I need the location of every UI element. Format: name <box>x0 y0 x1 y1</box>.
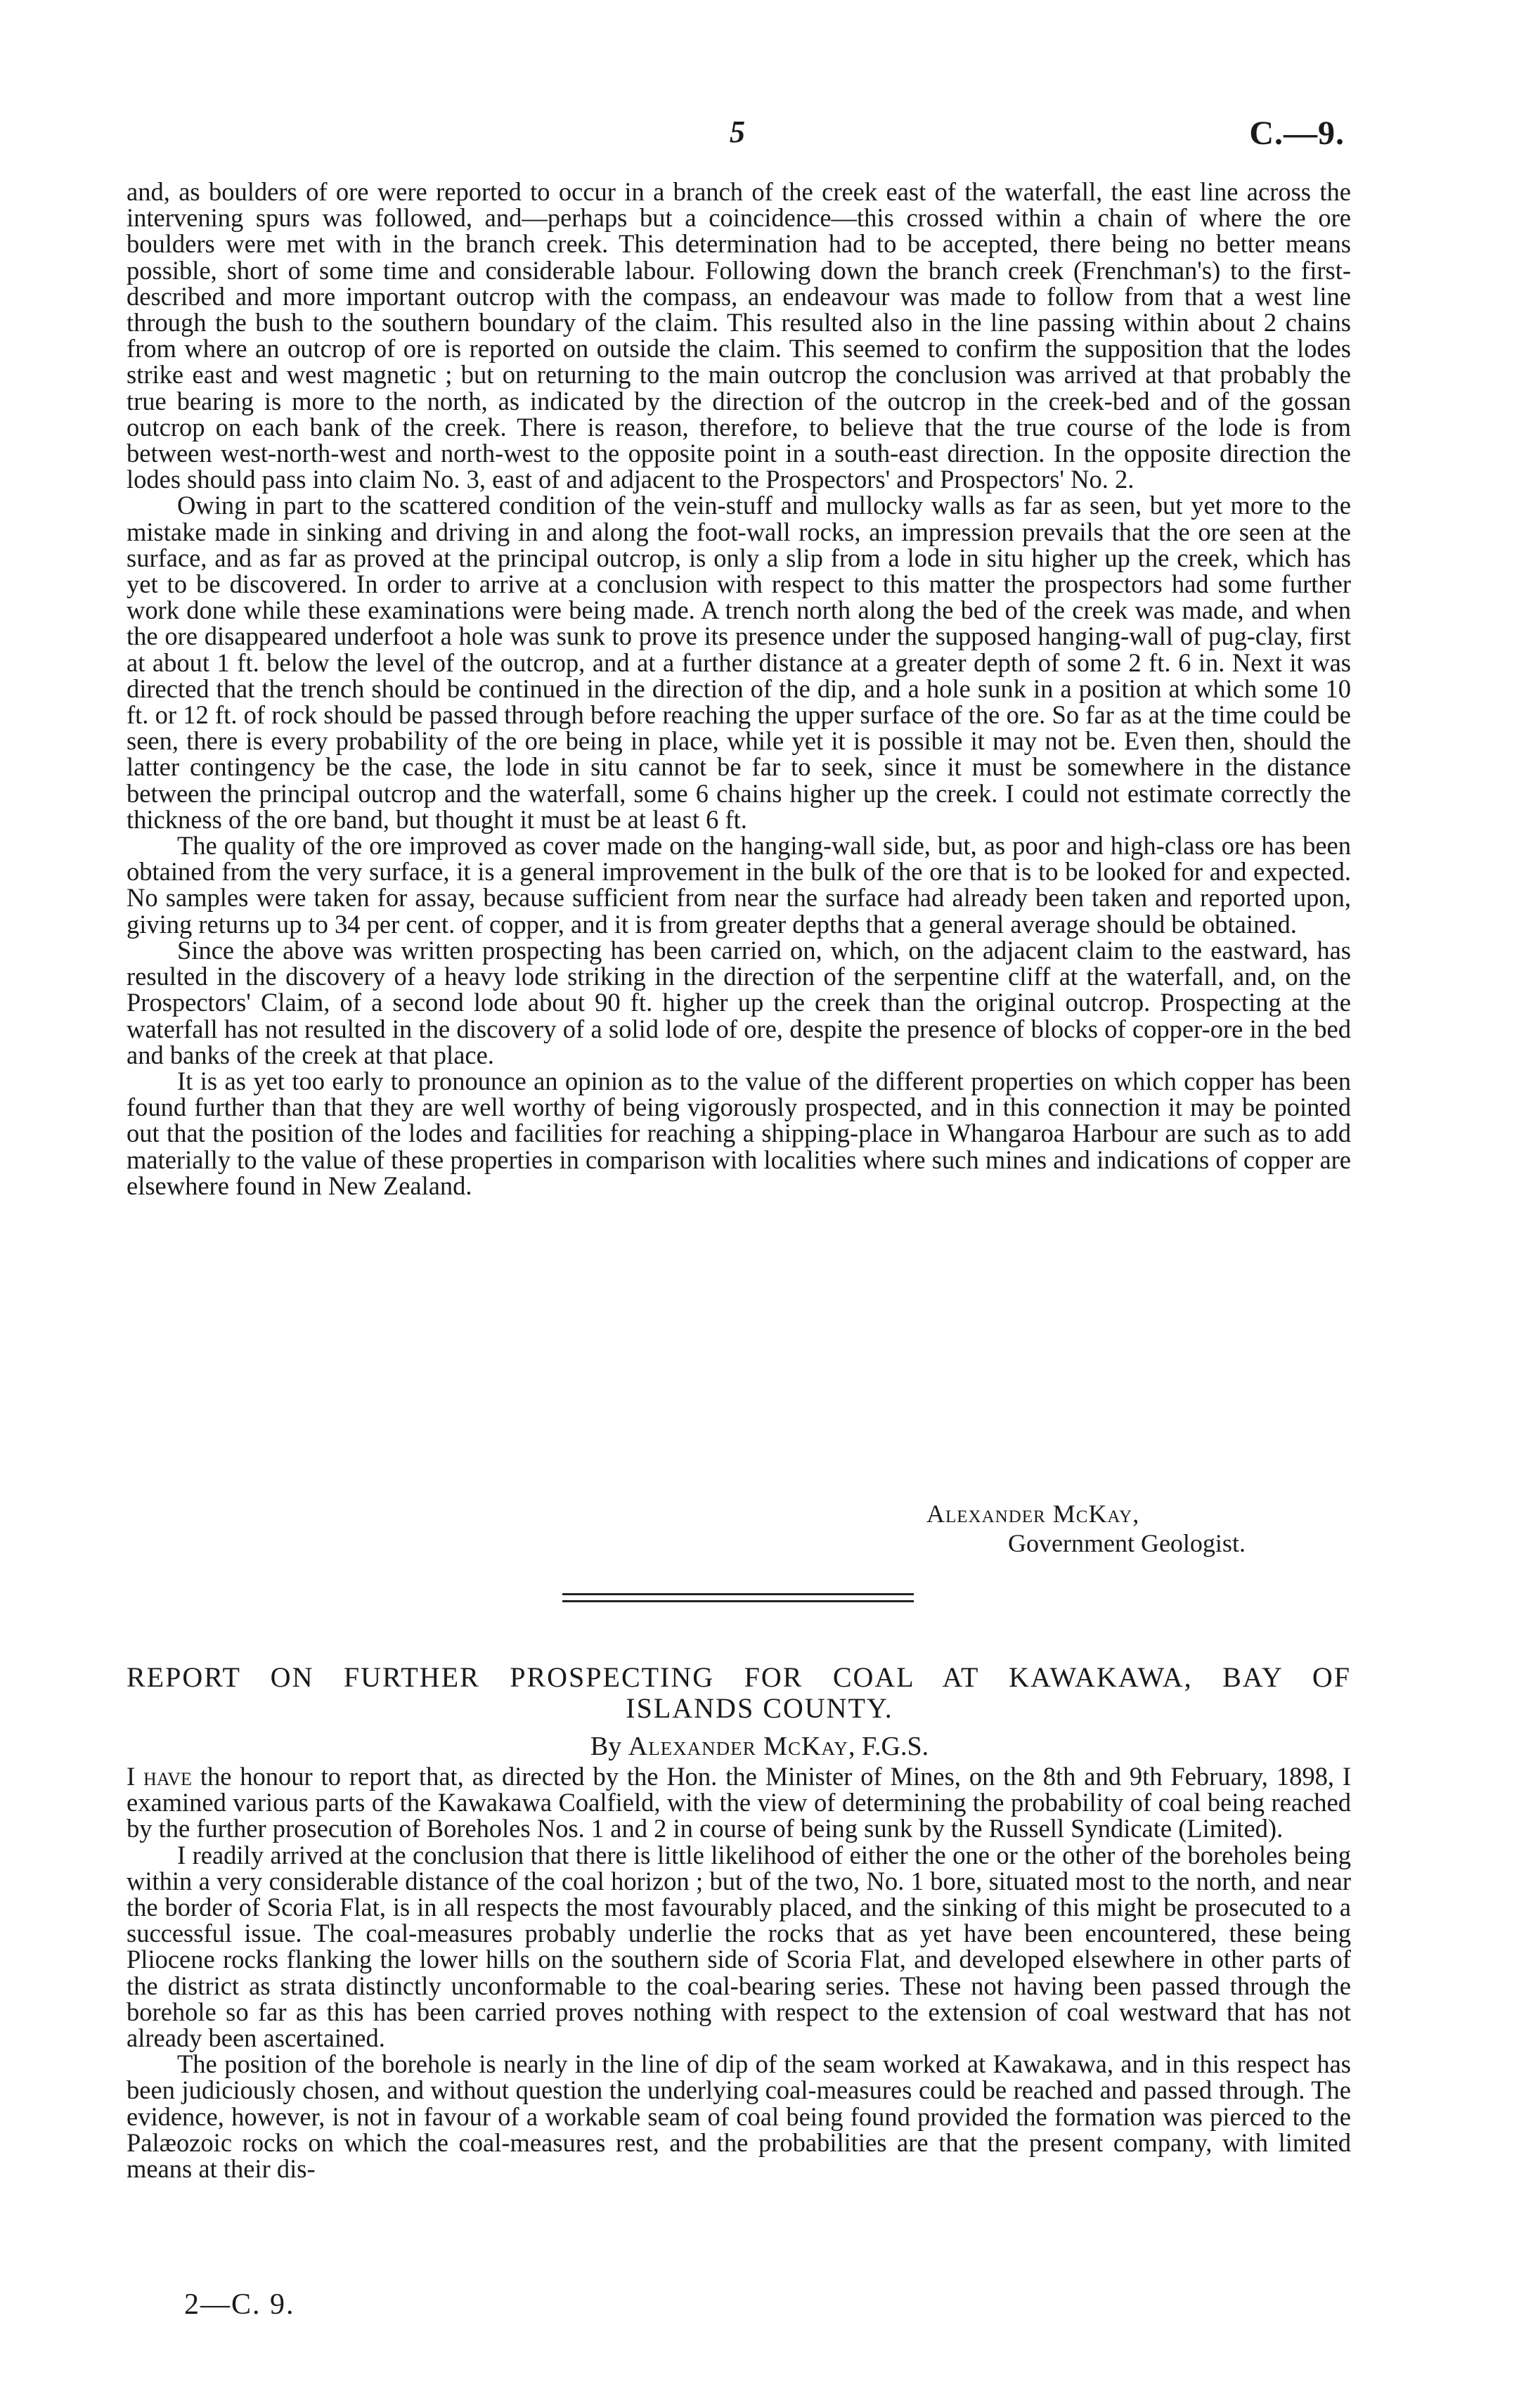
coal-report-body <box>127 1763 1351 2182</box>
paragraph: and, as boulders of ore were reported to occur in a branch of the creek east of the waterfall, the east line across the intervening spurs was followed, and—perhaps but a coincidence—this crossed within a chain of where the ore boulders were met with in the branch creek. This determination had to be accepted, there being no better means possible, short of some time and considerable labour. Following down the branch creek (Frenchman's) to the first-described and more important outcrop with the compass, an endeavour was made to follow from that a west line through the bush to the southern boundary of the claim. This resulted also in the line passing within about 2 chains from where an outcrop of ore is reported on outside the claim. This seemed to confirm the supposition that the lodes strike east and west magnetic ; but on returning to the main outcrop the conclusion was arrived at that probably the true bearing is more to the north, as indicated by the direction of the outcrop in the creek-bed and of the gossan outcrop on each bank of the creek. There is reason, therefore, to believe that the true course of the lode is from between west-north-west and north-west to the opposite point in a south-east direction. In the opposite direction the lodes should pass into claim No. 3, east of and adjacent to the Prospectors' and Prospectors' No. 2. <box>127 177 1351 494</box>
paragraph: I have the honour to report that, as directed by the Hon. the Minister of Mines, on the 8th and 9th February, 1898, I examined various parts of the Kawakawa Coalfield, with the view of determining the probability of coal being reached by the further prosecution of Boreholes Nos. 1 and 2 in course of being sunk by the Russell Syndicate (Limited). <box>127 1762 1352 1843</box>
paragraph: The position of the borehole is nearly in the line of dip of the seam worked at Kawakawa, and in this respect has been judiciously chosen, and without question the underlying coal-measures could be reached and passed through. The evidence, however, is not in favour of a workable seam of coal being found provided the formation was pierced to the Palæozoic rocks on which the coal-measures rest, and the probabilities are that the present company, with limited means at their dis- <box>127 2049 1351 2184</box>
paragraph: The quality of the ore improved as cover made on the hanging-wall side, but, as poor and high-class ore has been obtained from the very surface, it is a general improvement in the bulk of the ore that is to be looked for and expected. No samples were taken for assay, because sufficient from near the surface had already been taken and reported upon, giving returns up to 34 per cent. of copper, and it is from greater depths that a general average should be obtained. <box>127 831 1351 939</box>
section-divider <box>562 1593 914 1607</box>
paragraph: I readily arrived at the conclusion that there is little likelihood of either the one or the other of the boreholes being within a very considerable distance of the coal horizon ; but of the two, No. 1 bore, situated most to the north, and near the border of Scoria Flat, is in all respects the most favourably placed, and the sinking of this might be prosecuted to a successful issue. The coal-measures probably underlie the rocks that as yet have been encountered, these being Pliocene rocks flanking the lower hills on the southern side of Scoria Flat, and developed elsewhere in other parts of the district as strata distinctly unconformable to the coal-bearing series. These not having been passed through the borehole so far as this has been carried proves nothing with respect to the extension of coal westward that has not already been ascertained. <box>127 1840 1351 2053</box>
paragraph: It is as yet too early to pronounce an opinion as to the value of the different properties on which copper has been found further than that they are well worthy of being vigorously prospected, and in this connection it may be pointed out that the position of the lodes and facilities for reaching a shipping-place in Whangaroa Harbour are such as to add materially to the value of these properties in comparison with localities where such mines and indications of copper are elsewhere found in New Zealand. <box>127 1066 1351 1200</box>
copper-report-continuation <box>127 179 1351 1199</box>
page-number: 5 <box>730 115 745 149</box>
signature-mark: 2—C. 9. <box>184 2288 295 2321</box>
signature-name: Alexander McKay, <box>926 1500 1140 1528</box>
report-byline: By Alexander McKay, F.G.S. <box>590 1732 929 1761</box>
opening-words: I have <box>127 1762 192 1791</box>
paragraph: Owing in part to the scattered condition of the vein-stuff and mullocky walls as far as seen, but yet more to the mistake made in sinking and driving in and along the foot-wall rocks, an impression prevails that the ore seen at the surface, and as far as proved at the principal outcrop, is only a slip from a lode in situ higher up the creek, which has yet to be discovered. In order to arrive at a conclusion with respect to this matter the prospectors had some further work done while these examinations were being made. A trench north along the bed of the creek was made, and when the ore disappeared underfoot a hole was sunk to prove its presence under the supposed hanging-wall of pug-clay, first at about 1 ft. below the level of the outcrop, and at a further distance at a greater depth of some 2 ft. 6 in. Next it was directed that the trench should be continued in the direction of the dip, and a hole sunk in a position at which some 10 ft. or 12 ft. of rock should be passed through before reaching the upper surface of the ore. So far as at the time could be seen, there is every probability of the ore being in place, while yet it is possible it may not be. Even then, should the latter contingency be the case, the lode in situ cannot be far to seek, since it must be somewhere in the distance between the principal outcrop and the waterfall, some 6 chains higher up the creek. I could not estimate correctly the thickness of the ore band, but thought it must be at least 6 ft. <box>127 491 1351 834</box>
author-name: Alexander McKay <box>628 1732 848 1761</box>
page-header <box>0 114 1519 163</box>
report-title: REPORT ON FURTHER PROSPECTING FOR COAL AT KAWAKAWA, BAY OF <box>127 1661 1351 1693</box>
document-reference: C.—9. <box>1249 115 1345 152</box>
report-title-continued: ISLANDS COUNTY. <box>626 1692 893 1724</box>
paragraph: Since the above was written prospecting has been carried on, which, on the adjacent claim to the eastward, has resulted in the discovery of a heavy lode striking in the direction of the serpentine cliff at the waterfall, and, on the Prospectors' Claim, of a second lode about 90 ft. higher up the creek than the original outcrop. Prospecting at the waterfall has not resulted in the discovery of a solid lode of ore, despite the presence of blocks of copper-ore in the bed and banks of the creek at that place. <box>127 935 1351 1069</box>
signature-title: Government Geologist. <box>1008 1529 1246 1557</box>
